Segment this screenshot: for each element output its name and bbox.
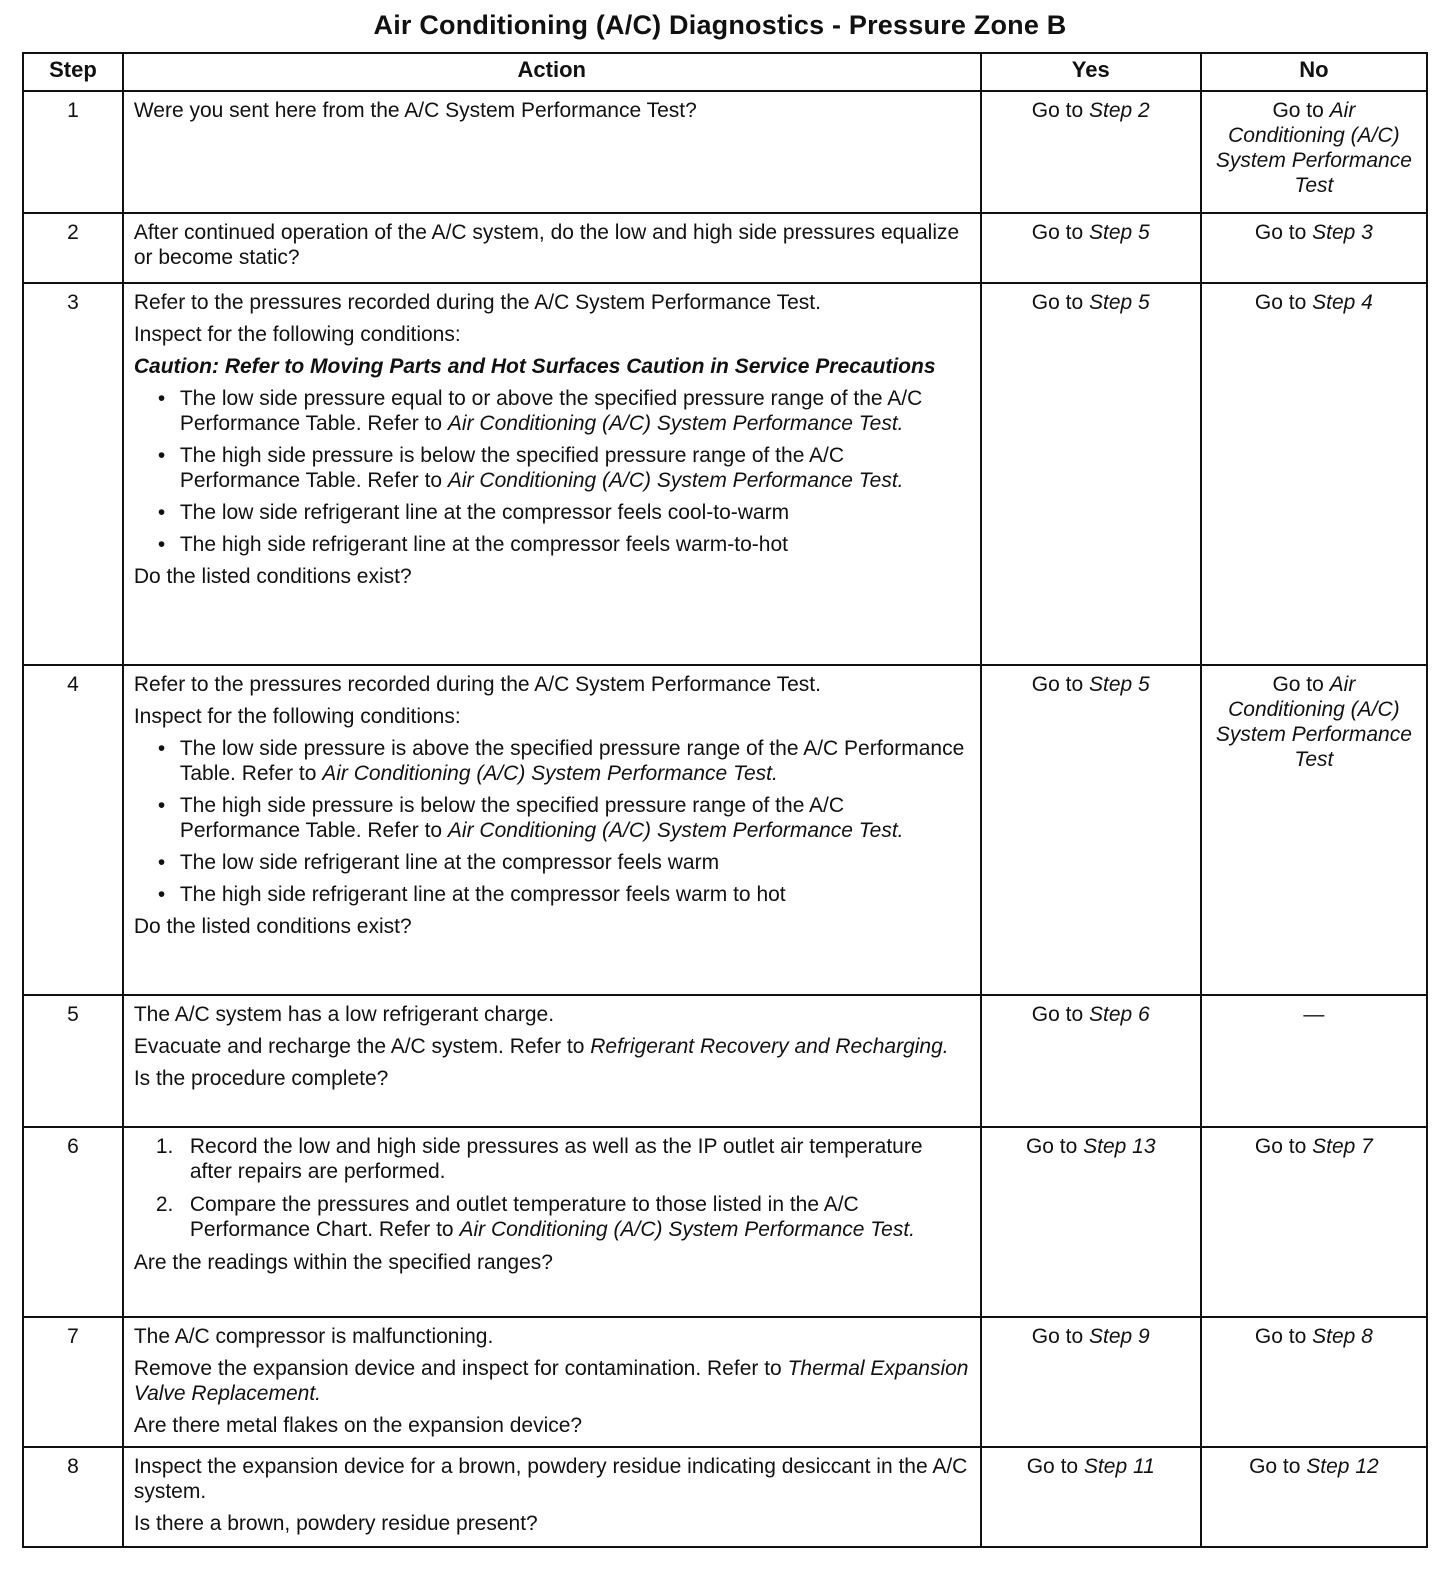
instruction-text — [134, 1356, 970, 1406]
reference-link[interactable]: Refrigerant Recovery and Recharging. — [590, 1035, 949, 1058]
yes-prefix: Go to — [1031, 673, 1089, 696]
action-cell — [123, 1317, 981, 1447]
condition-text: The low side pressure equal to or above the specified pressure range of the A/C Performance Table. Refer to — [179, 387, 923, 435]
instruction-text: Refer to the pressures recorded during the A/C System Performance Test. — [133, 291, 821, 314]
instruction-text: Inspect for the following conditions: — [133, 705, 461, 728]
step-number: 3 — [23, 283, 123, 665]
procedure-text: Compare the pressures and outlet temperature to those listed in the A/C Performance Chart. Refer to — [189, 1193, 859, 1241]
no-cell — [1201, 1317, 1427, 1447]
yes-cell — [981, 283, 1201, 665]
yes-cell — [981, 1317, 1201, 1447]
step-number: 5 — [23, 995, 123, 1127]
step-number: 7 — [23, 1317, 123, 1447]
table-row — [23, 283, 1427, 665]
yes-step-link[interactable]: Step 5 — [1088, 291, 1150, 314]
yes-step-link[interactable]: Step 6 — [1088, 1003, 1150, 1026]
reference-link[interactable]: Thermal Expansion Valve Replacement. — [133, 1357, 969, 1405]
question-text: Were you sent here from the A/C System Performance Test? — [133, 99, 697, 122]
no-prefix: Go to — [1254, 1135, 1313, 1158]
no-step-link[interactable]: Step 8 — [1312, 1325, 1373, 1348]
list-item: • The low side refrigerant line at the compressor feels cool-to-warm — [180, 500, 970, 525]
condition-text: The low side pressure is above the specified pressure range of the A/C Performance Table. Refer to — [179, 737, 965, 785]
yes-cell — [981, 665, 1201, 995]
reference-link[interactable]: Air Conditioning (A/C) System Performance Test. — [447, 819, 904, 842]
no-step-link[interactable]: Step 12 — [1306, 1455, 1379, 1478]
step-number: 1 — [23, 91, 123, 213]
step-number: 2 — [23, 213, 123, 283]
step-number: 8 — [23, 1447, 123, 1547]
question-text: Do the listed conditions exist? — [133, 565, 412, 588]
no-cell — [1201, 91, 1427, 213]
condition-list — [134, 736, 970, 907]
list-item — [180, 793, 970, 843]
list-item — [180, 443, 970, 493]
no-cell — [1201, 283, 1427, 665]
page-title: Air Conditioning (A/C) Diagnostics - Pressure Zone B — [373, 10, 1067, 40]
list-item: • The high side refrigerant line at the compressor feels warm-to-hot — [180, 532, 970, 557]
procedure-list — [134, 1134, 970, 1242]
table-row — [23, 1127, 1427, 1317]
list-item: • The low side refrigerant line at the compressor feels warm — [180, 850, 970, 875]
no-prefix: Go to — [1272, 99, 1330, 122]
instruction-text: Refer to the pressures recorded during the A/C System Performance Test. — [133, 673, 821, 696]
yes-prefix: Go to — [1031, 1325, 1089, 1348]
table-row — [23, 665, 1427, 995]
reference-link[interactable]: Air Conditioning (A/C) System Performance Test. — [447, 469, 904, 492]
action-cell — [123, 1127, 981, 1317]
no-cell — [1201, 213, 1427, 283]
condition-list — [134, 386, 970, 557]
action-cell — [123, 1447, 981, 1547]
step-number: 6 — [23, 1127, 123, 1317]
action-cell — [123, 213, 981, 283]
table-row — [23, 995, 1427, 1127]
no-prefix: Go to — [1254, 221, 1313, 244]
reference-link[interactable]: Air Conditioning (A/C) System Performance Test. — [447, 412, 904, 435]
question-text: After continued operation of the A/C system, do the low and high side pressures equalize or become static? — [133, 221, 960, 269]
list-item — [155, 1192, 970, 1242]
header-step: Step — [23, 53, 123, 91]
instruction-text: Inspect the expansion device for a brown, powdery residue indicating desiccant in the A/C system. — [133, 1455, 968, 1503]
no-step-link[interactable]: Air Conditioning (A/C) System Performance Test — [1215, 673, 1412, 771]
no-prefix: Go to — [1272, 673, 1330, 696]
question-text: Is there a brown, powdery residue present? — [133, 1512, 538, 1535]
no-step-link[interactable]: Step 3 — [1312, 221, 1373, 244]
action-cell — [123, 283, 981, 665]
no-cell — [1201, 1127, 1427, 1317]
table-row — [23, 1317, 1427, 1447]
yes-step-link[interactable]: Step 9 — [1088, 1325, 1150, 1348]
table-row — [23, 213, 1427, 283]
yes-prefix: Go to — [1031, 99, 1089, 122]
yes-cell — [981, 1127, 1201, 1317]
no-cell — [1201, 665, 1427, 995]
instruction-text — [134, 1034, 970, 1059]
no-cell — [1201, 1447, 1427, 1547]
yes-prefix: Go to — [1031, 1003, 1089, 1026]
procedure-text: Record the low and high side pressures as well as the IP outlet air temperature after repairs are performed. — [189, 1135, 923, 1183]
no-prefix: Go to — [1249, 1455, 1307, 1478]
reference-link[interactable]: Air Conditioning (A/C) System Performance Test. — [322, 762, 778, 785]
instruction-span: Remove the expansion device and inspect for contamination. Refer to — [133, 1357, 788, 1380]
condition-text: The high side pressure is below the specified pressure range of the A/C Performance Table. Refer to — [179, 444, 845, 492]
list-number: 2. — [155, 1193, 174, 1216]
list-item — [180, 386, 970, 436]
question-text: Do the listed conditions exist? — [133, 915, 412, 938]
yes-cell — [981, 213, 1201, 283]
yes-step-link[interactable]: Step 13 — [1083, 1135, 1156, 1158]
yes-prefix: Go to — [1025, 1135, 1084, 1158]
header-no: No — [1201, 53, 1427, 91]
list-item — [155, 1134, 970, 1184]
yes-step-link[interactable]: Step 5 — [1088, 673, 1150, 696]
no-step-link[interactable]: Air Conditioning (A/C) System Performance Test — [1215, 99, 1412, 197]
header-action: Action — [123, 53, 981, 91]
yes-cell — [981, 995, 1201, 1127]
no-step-link[interactable]: Step 4 — [1312, 291, 1373, 314]
no-prefix: Go to — [1254, 291, 1313, 314]
diagnostic-table — [22, 52, 1428, 1548]
table-header-row — [23, 53, 1427, 91]
table-row — [23, 91, 1427, 213]
step-number: 4 — [23, 665, 123, 995]
yes-step-link[interactable]: Step 5 — [1088, 221, 1150, 244]
list-item — [180, 736, 970, 786]
header-yes: Yes — [981, 53, 1201, 91]
yes-cell — [981, 91, 1201, 213]
yes-cell — [981, 1447, 1201, 1547]
instruction-span: Evacuate and recharge the A/C system. Refer to — [133, 1035, 591, 1058]
question-text: Are there metal flakes on the expansion device? — [133, 1414, 583, 1437]
no-prefix: Go to — [1254, 1325, 1313, 1348]
yes-step-link[interactable]: Step 11 — [1083, 1455, 1155, 1478]
instruction-text: Inspect for the following conditions: — [133, 323, 461, 346]
yes-prefix: Go to — [1031, 221, 1089, 244]
yes-prefix: Go to — [1026, 1455, 1084, 1478]
no-cell: — — [1201, 995, 1427, 1127]
instruction-text: The A/C system has a low refrigerant charge. — [133, 1003, 555, 1026]
condition-text: The high side pressure is below the specified pressure range of the A/C Performance Table. Refer to — [179, 794, 845, 842]
list-number: 1. — [155, 1135, 174, 1158]
question-text: Is the procedure complete? — [133, 1067, 389, 1090]
list-item: • The high side refrigerant line at the compressor feels warm to hot — [180, 882, 970, 907]
instruction-text: The A/C compressor is malfunctioning. — [133, 1325, 494, 1348]
action-cell — [123, 91, 981, 213]
caution-text: Caution: Refer to Moving Parts and Hot Surfaces Caution in Service Precautions — [133, 355, 936, 378]
table-row — [23, 1447, 1427, 1547]
action-cell — [123, 995, 981, 1127]
yes-prefix: Go to — [1031, 291, 1089, 314]
no-step-link[interactable]: Step 7 — [1312, 1135, 1373, 1158]
reference-link[interactable]: Air Conditioning (A/C) System Performance Test. — [459, 1218, 916, 1241]
action-cell — [123, 665, 981, 995]
yes-step-link[interactable]: Step 2 — [1088, 99, 1150, 122]
question-text: Are the readings within the specified ranges? — [133, 1251, 553, 1274]
